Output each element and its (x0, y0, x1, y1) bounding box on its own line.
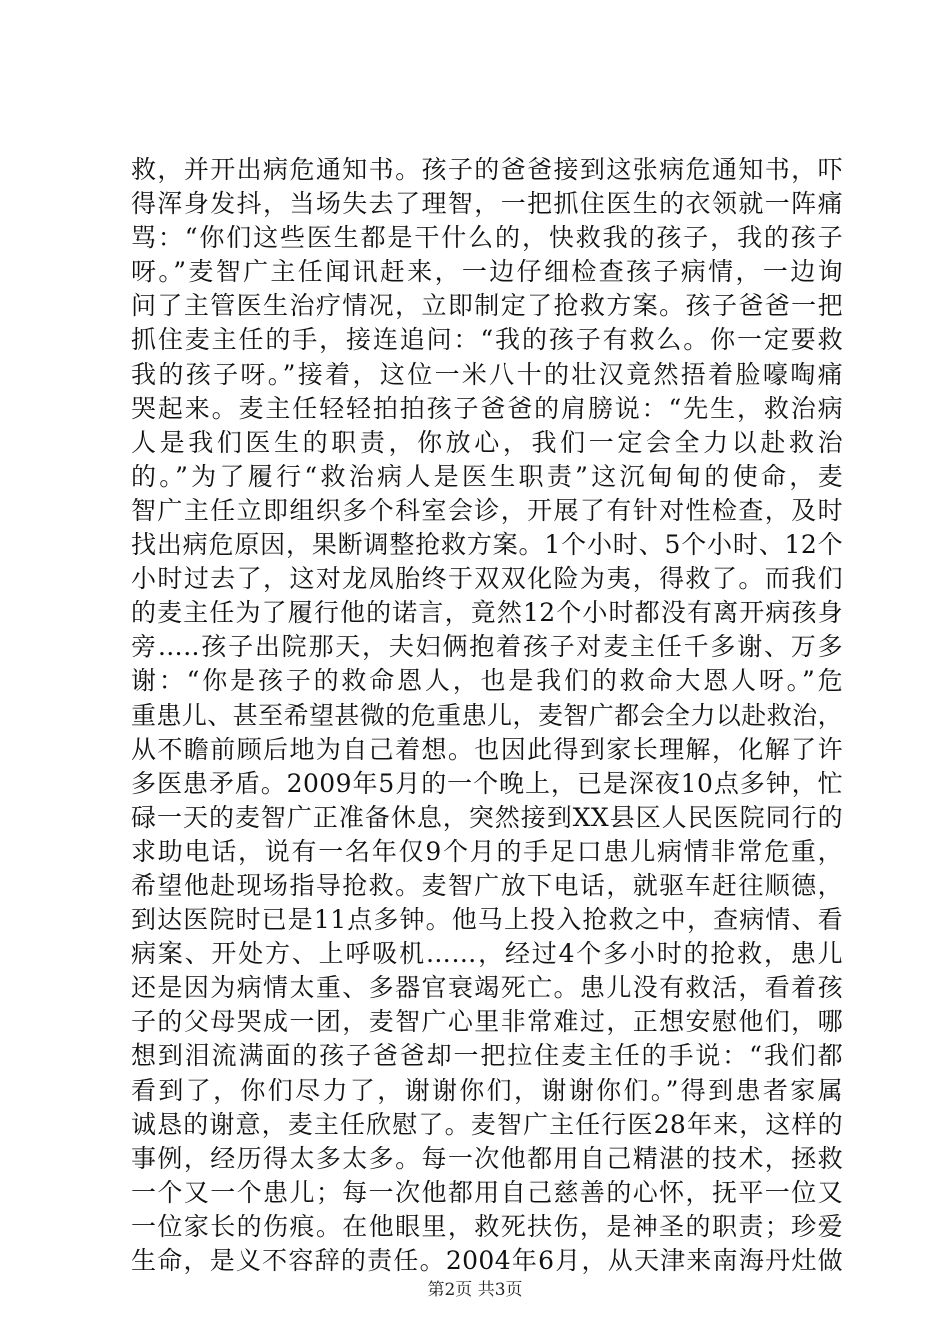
text-line: 旁…..孩子出院那天，夫妇俩抱着孩子对麦主任千多谢、万多 (131, 632, 843, 662)
text-line: 哭起来。麦主任轻轻拍拍孩子爸爸的肩膀说：“先生，救治病 (131, 393, 843, 423)
page-footer: 第2页 共3页 (427, 1280, 523, 1300)
text-line: 救，并开出病危通知书。孩子的爸爸接到这张病危通知书，吓 (131, 155, 843, 184)
text-line: 一个又一个患儿；每一次他都用自己慈善的心怀，抚平一位又 (131, 1177, 843, 1207)
text-line: 人是我们医生的职责，你放心，我们一定会全力以赴救治 (131, 427, 843, 457)
text-line: 的。”为了履行“救治病人是医生职责”这沉甸甸的使命，麦 (131, 461, 843, 491)
text-line: 事例，经历得太多太多。每一次他都用自己精湛的技术，拯救 (131, 1143, 843, 1173)
text-line: 多医患矛盾。2009年5月的一个晚上，已是深夜10点多钟，忙 (131, 768, 843, 798)
text-line: 病案、开处方、上呼吸机……，经过4个多小时的抢救，患儿 (131, 939, 843, 969)
text-line: 诚恳的谢意，麦主任欣慰了。麦智广主任行医28年来，这样的 (131, 1109, 843, 1139)
text-line: 小时过去了，这对龙凤胎终于双双化险为夷，得救了。而我们 (131, 564, 843, 594)
text-line: 到达医院时已是11点多钟。他马上投入抢救之中，查病情、看 (131, 905, 843, 935)
text-line: 问了主管医生治疗情况，立即制定了抢救方案。孩子爸爸一把 (131, 291, 843, 321)
text-line: 我的孩子呀。”接着，这位一米八十的壮汉竟然捂着脸嚎啕痛 (131, 359, 843, 389)
text-line: 还是因为病情太重、多器官衰竭死亡。患儿没有救活，看着孩 (131, 973, 843, 1003)
text-line: 想到泪流满面的孩子爸爸却一把拉住麦主任的手说：“我们都 (131, 1041, 843, 1071)
text-line: 重患儿、甚至希望甚微的危重患儿，麦智广都会全力以赴救治， (131, 700, 843, 730)
text-line: 智广主任立即组织多个科室会诊，开展了有针对性检查，及时 (131, 495, 843, 525)
text-line: 一位家长的伤痕。在他眼里，救死扶伤，是神圣的职责；珍爱 (131, 1211, 843, 1241)
text-line: 求助电话，说有一名年仅9个月的手足口患儿病情非常危重， (131, 836, 843, 866)
text-line: 找出病危原因，果断调整抢救方案。1个小时、5个小时、12个 (131, 530, 843, 560)
body-text (131, 153, 843, 1278)
text-line: 的麦主任为了履行他的诺言，竟然12个小时都没有离开病孩身 (131, 598, 843, 628)
text-line: 生命，是义不容辞的责任。2004年6月，从天津来南海丹灶做 (131, 1246, 843, 1275)
text-line: 呀。”麦智广主任闻讯赶来，一边仔细检查孩子病情，一边询 (131, 257, 843, 287)
text-line: 抓住麦主任的手，接连追问：“我的孩子有救么。你一定要救 (131, 325, 843, 355)
text-line: 得浑身发抖，当场失去了理智，一把抓住医生的衣领就一阵痛 (131, 189, 843, 219)
text-line: 碌一天的麦智广正准备休息，突然接到XX县区人民医院同行的 (131, 802, 843, 832)
text-line: 谢：“你是孩子的救命恩人，也是我们的救命大恩人呀。”危 (131, 666, 843, 696)
text-line: 从不瞻前顾后地为自己着想。也因此得到家长理解，化解了许 (131, 734, 843, 764)
text-line: 看到了，你们尽力了，谢谢你们，谢谢你们。”得到患者家属 (131, 1075, 843, 1105)
text-line: 子的父母哭成一团，麦智广心里非常难过，正想安慰他们，哪 (131, 1007, 843, 1037)
text-line: 骂：“你们这些医生都是干什么的，快救我的孩子，我的孩子 (131, 223, 843, 253)
text-line: 希望他赴现场指导抢救。麦智广放下电话，就驱车赶往顺德， (131, 870, 843, 900)
